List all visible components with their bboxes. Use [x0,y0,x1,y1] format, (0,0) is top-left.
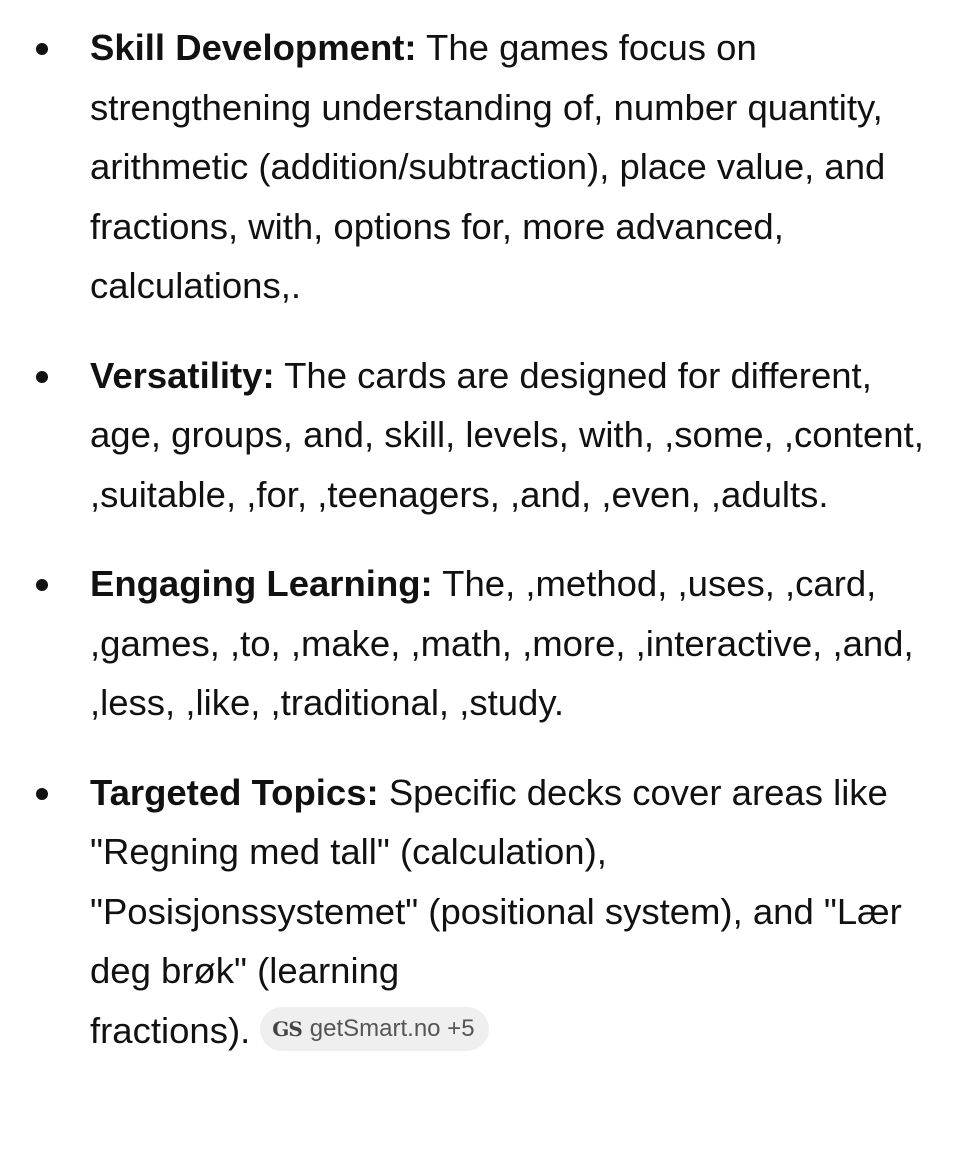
source-chip-label: getSmart.no +5 [309,1014,475,1042]
bullet-icon [36,788,48,800]
item-body: The cards are designed for different, age, groups, and, skill, levels, with, ,some, ,content, ,suitable, ,for, ,teenagers, ,and, ,even, ,adults. [90,354,924,515]
getsmart-logo-icon: GS [272,1016,302,1041]
bullet-icon [36,43,48,55]
bullet-icon [36,371,48,383]
list-item-engaging-learning [0,554,960,733]
bullet-list [0,18,960,1090]
list-item-versatility [0,346,960,525]
item-title: Versatility: [90,354,275,396]
item-body: Specific decks cover areas like "Regning med tall" (calculation), "Posisjonssystemet" (positional system), and "Lær deg brøk" (learning [90,771,902,991]
item-title: Skill Development: [90,27,417,68]
list-item-targeted-topics [0,763,960,1061]
item-body: The games focus on strengthening understanding of, number quantity, arithmetic (addition/subtraction), place value, and fractions, with, options for, more advanced, calculations,. [90,27,886,306]
item-body-tail: fractions). [90,1009,251,1051]
source-citation-chip[interactable] [260,1007,488,1051]
bullet-icon [36,579,48,591]
item-body: The, ,method, ,uses, ,card, ,games, ,to, ,make, ,math, ,more, ,interactive, ,and, ,less, ,like, ,traditional, ,study. [90,563,914,723]
list-item-skill-development [0,18,960,316]
item-title: Targeted Topics: [90,771,379,813]
item-title: Engaging Learning: [90,563,433,604]
